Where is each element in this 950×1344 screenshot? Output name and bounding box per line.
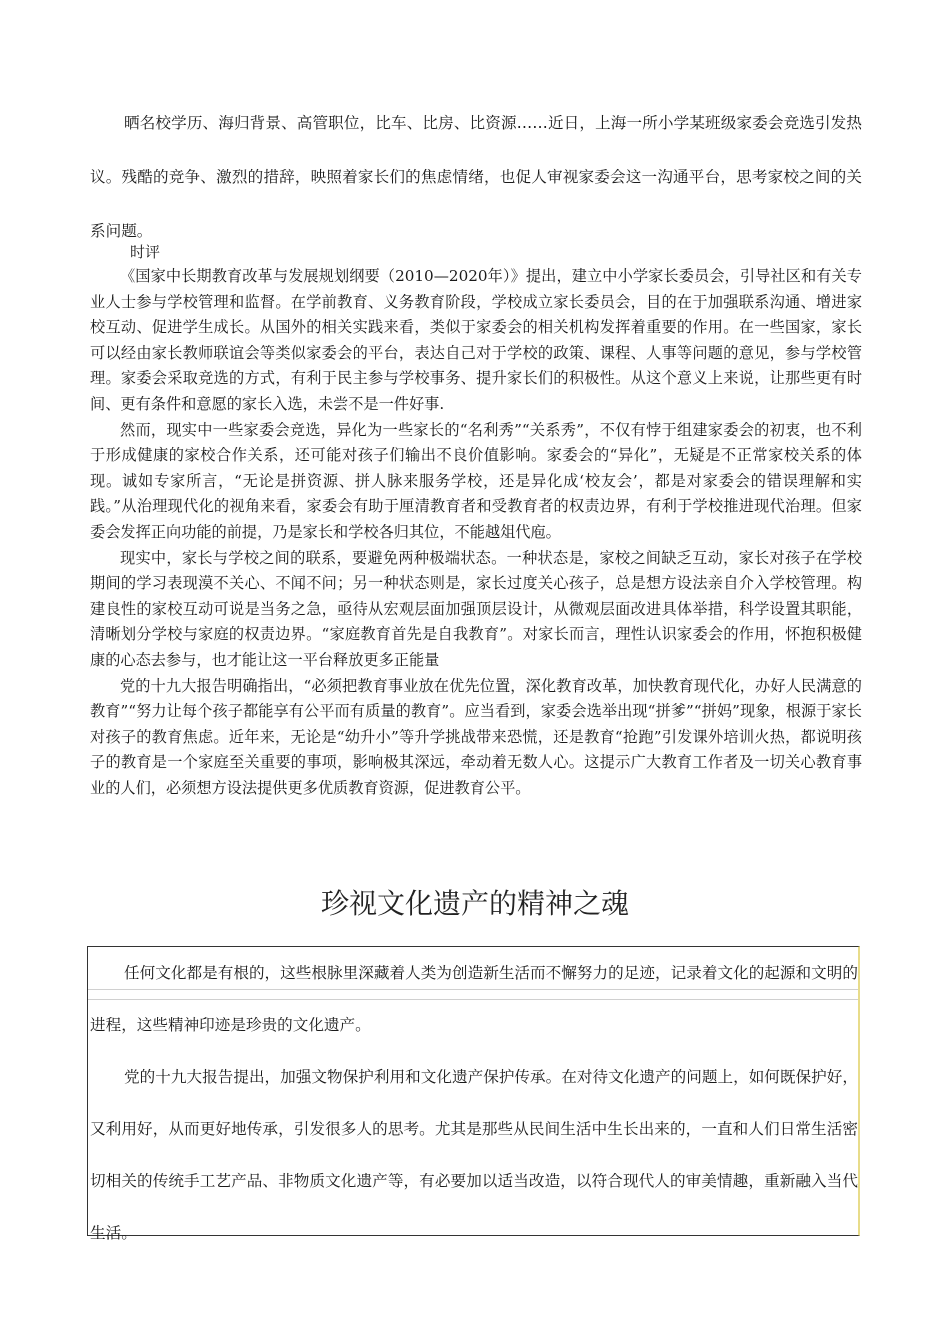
- intro-paragraph: 晒名校学历、海归背景、高管职位，比车、比房、比资源……近日，上海一所小学某班级家委会竞选引发热议。残酷的竞争、激烈的措辞，映照着家长们的焦虑情绪，也促人审视家委会这一沟通平台，思考家校之间的关系问题。: [90, 114, 862, 240]
- commentary-article: [90, 264, 862, 801]
- article-paragraph: 《国家中长期教育改革与发展规划纲要（2010—2020年）》提出，建立中小学家长委员会，引导社区和有关专业人士参与学校管理和监督。在学前教育、义务教育阶段，学校成立家长委员会，目的在于加强联系沟通、增进家校互动、促进学生成长。从国外的相关实践来看，类似于家委会的相关机构发挥着重要的作用。在一些国家，家长可以经由家长教师联谊会等类似家委会的平台，表达自己对于学校的政策、课程、人事等问题的意见，参与学校管理。家委会采取竞选的方式，有利于民主参与学校事务、提升家长们的积极性。从这个意义上来说，让那些更有时间、更有条件和意愿的家长入选，未尝不是一件好事.: [90, 267, 862, 413]
- article-paragraph: 然而，现实中一些家委会竞选，异化为一些家长的“名利秀”“关系秀”，不仅有悖于组建家委会的初衷，也不利于形成健康的家校合作关系，还可能对孩子们输出不良价值影响。家委会的“异化”，无疑是不正常家校关系的体现。诚如专家所言，“无论是拼资源、拼人脉来服务学校，还是异化成‘校友会’，都是对家委会的错误理解和实践。”从治理现代化的视角来看，家委会有助于厘清教育者和受教育者的权责边界，有利于学校推进现代治理。但家委会发挥正向功能的前提，乃是家长和学校各归其位，不能越俎代庖。: [90, 420, 862, 541]
- section-label: 时评: [130, 243, 161, 261]
- intro-section: [90, 96, 862, 258]
- article-paragraph: 党的十九大报告明确指出，“必须把教育事业放在优先位置，深化教育改革，加快教育现代化，办好人民满意的教育”“努力让每个孩子都能享有公平而有质量的教育”。应当看到，家委会选举出现“拼爹”“拼妈”现象，根源于家长对孩子的教育焦虑。近年来，无论是“幼升小”等升学挑战带来恐慌，还是教育“抢跑”引发课外培训火热，都说明孩子的教育是一个家庭至关重要的事项，影响极其深远，牵动着无数人心。这提示广大教育工作者及一切关心教育事业的人们，必须想方设法提供更多优质教育资源，促进教育公平。: [90, 676, 862, 797]
- box-paragraph: 党的十九大报告提出，加强文物保护利用和文化遗产保护传承。在对待文化遗产的问题上，如何既保护好，又利用好，从而更好地传承，引发很多人的思考。尤其是那些从民间生活中生长出来的，一直和人们日常生活密切相关的传统手工艺产品、非物质文化遗产等，有必要加以适当改造，以符合现代人的审美情趣，重新融入当代生活。: [90, 1068, 858, 1242]
- bordered-text-box: [87, 946, 860, 1242]
- article-paragraph: 现实中，家长与学校之间的联系，要避免两种极端状态。一种状态是，家校之间缺乏互动，家长对孩子在学校期间的学习表现漠不关心、不闻不问；另一种状态则是，家长过度关心孩子，总是想方设法亲自介入学校管理。构建良性的家校互动可说是当务之急，亟待从宏观层面加强顶层设计，从微观层面改进具体举措，科学设置其职能，清晰划分学校与家庭的权责边界。“家庭教育首先是自我教育”。对家长而言，理性认识家委会的作用，怀抱积极健康的心态去参与，也才能让这一平台释放更多正能量: [90, 548, 862, 669]
- box-content: [90, 947, 858, 1259]
- box-paragraph: 任何文化都是有根的，这些根脉里深藏着人类为创造新生活而不懈努力的足迹，记录着文化的起源和文明的进程，这些精神印迹是珍贵的文化遗产。: [90, 964, 858, 1034]
- section-heading: 珍视文化遗产的精神之魂: [320, 887, 629, 920]
